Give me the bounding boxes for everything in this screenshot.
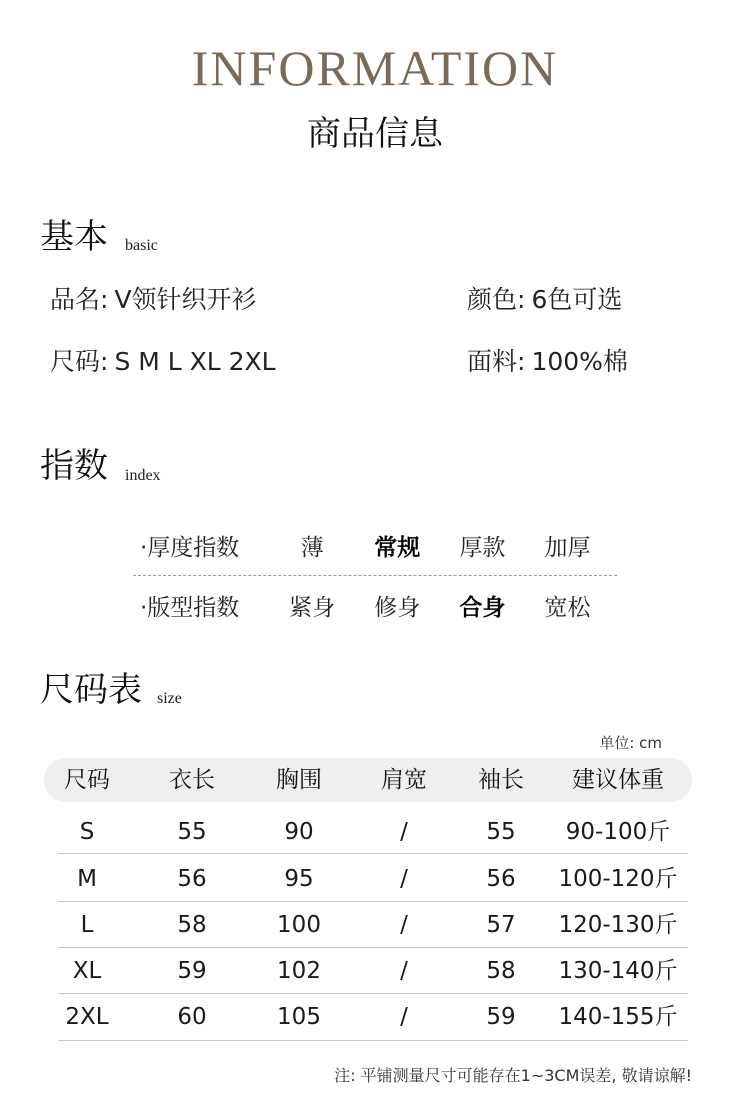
section-subtitle-basic: basic [125,237,158,254]
table-cell: 2XL [65,1004,109,1030]
table-header-cell: 肩宽 [381,767,427,793]
thickness-index-row [140,525,610,565]
section-title-size: 尺码表 [40,670,142,710]
section-title-index: 指数 [40,446,108,486]
page-title-en: INFORMATION [191,40,559,96]
table-cell: / [400,912,408,938]
table-cell: M [77,866,97,892]
table-cell: 58 [486,958,516,984]
color-value: 6色可选 [531,285,623,314]
table-cell: 95 [284,866,314,892]
table-cell: 100-120斤 [558,866,678,892]
section-subtitle-size: size [157,690,182,707]
basic-name [50,283,257,317]
table-row-divider [58,1040,688,1041]
table-cell: 130-140斤 [558,958,678,984]
table-cell: 140-155斤 [558,1004,678,1030]
size-value: S M L XL 2XL [114,347,276,376]
table-cell: 90 [284,819,314,845]
fabric-value: 100%棉 [531,347,628,376]
fit-option-selected: 合身 [459,594,506,621]
table-cell: S [79,819,95,845]
table-cell: 56 [177,866,207,892]
table-cell: 102 [277,958,321,984]
fit-label: ·版型指数 [140,594,240,621]
table-cell: 55 [486,819,516,845]
table-cell: 90-100斤 [565,819,671,845]
basic-size [50,345,276,379]
table-cell: 59 [486,1004,516,1030]
table-row-divider [58,853,688,854]
table-header-cell: 胸围 [276,767,322,793]
name-label: 品名: [50,285,109,314]
thickness-option: 厚款 [459,534,506,561]
table-cell: 105 [277,1004,321,1030]
fit-option: 紧身 [289,594,336,621]
table-cell: / [400,958,408,984]
table-row-divider [58,947,688,948]
table-cell: 56 [486,866,516,892]
color-label: 颜色: [467,285,526,314]
thickness-option: 薄 [300,534,324,561]
page-title: 商品信息 [307,114,443,154]
fit-option: 宽松 [544,594,591,621]
table-header-cell: 建议体重 [572,767,664,793]
thickness-option-selected: 常规 [374,534,421,561]
table-cell: XL [72,958,102,984]
table-header-cell: 尺码 [64,767,110,793]
table-cell: / [400,866,408,892]
table-cell: / [400,1004,408,1030]
size-label: 尺码: [50,347,109,376]
table-cell: 59 [177,958,207,984]
table-header-cell: 袖长 [478,767,524,793]
table-row-divider [58,901,688,902]
table-cell: L [80,912,94,938]
fit-index-row [140,585,610,625]
table-cell: 100 [277,912,321,938]
table-row-divider [58,993,688,994]
index-divider [133,575,617,576]
table-cell: 120-130斤 [558,912,678,938]
fit-option: 修身 [374,594,421,621]
fabric-label: 面料: [467,347,526,376]
unit-label: 单位: cm [599,734,662,752]
table-header-cell: 衣长 [169,767,215,793]
measurement-note: 注: 平铺测量尺寸可能存在1~3CM误差, 敬请谅解! [334,1066,692,1085]
basic-fabric [467,345,628,379]
name-value: V领针织开衫 [114,285,257,314]
section-title-basic: 基本 [40,217,108,257]
table-cell: 60 [177,1004,207,1030]
thickness-option: 加厚 [544,534,591,561]
table-cell: 57 [486,912,516,938]
basic-color [467,283,622,317]
table-cell: 55 [177,819,207,845]
table-cell: 58 [177,912,207,938]
thickness-label: ·厚度指数 [140,534,240,561]
section-subtitle-index: index [125,467,161,484]
table-cell: / [400,819,408,845]
